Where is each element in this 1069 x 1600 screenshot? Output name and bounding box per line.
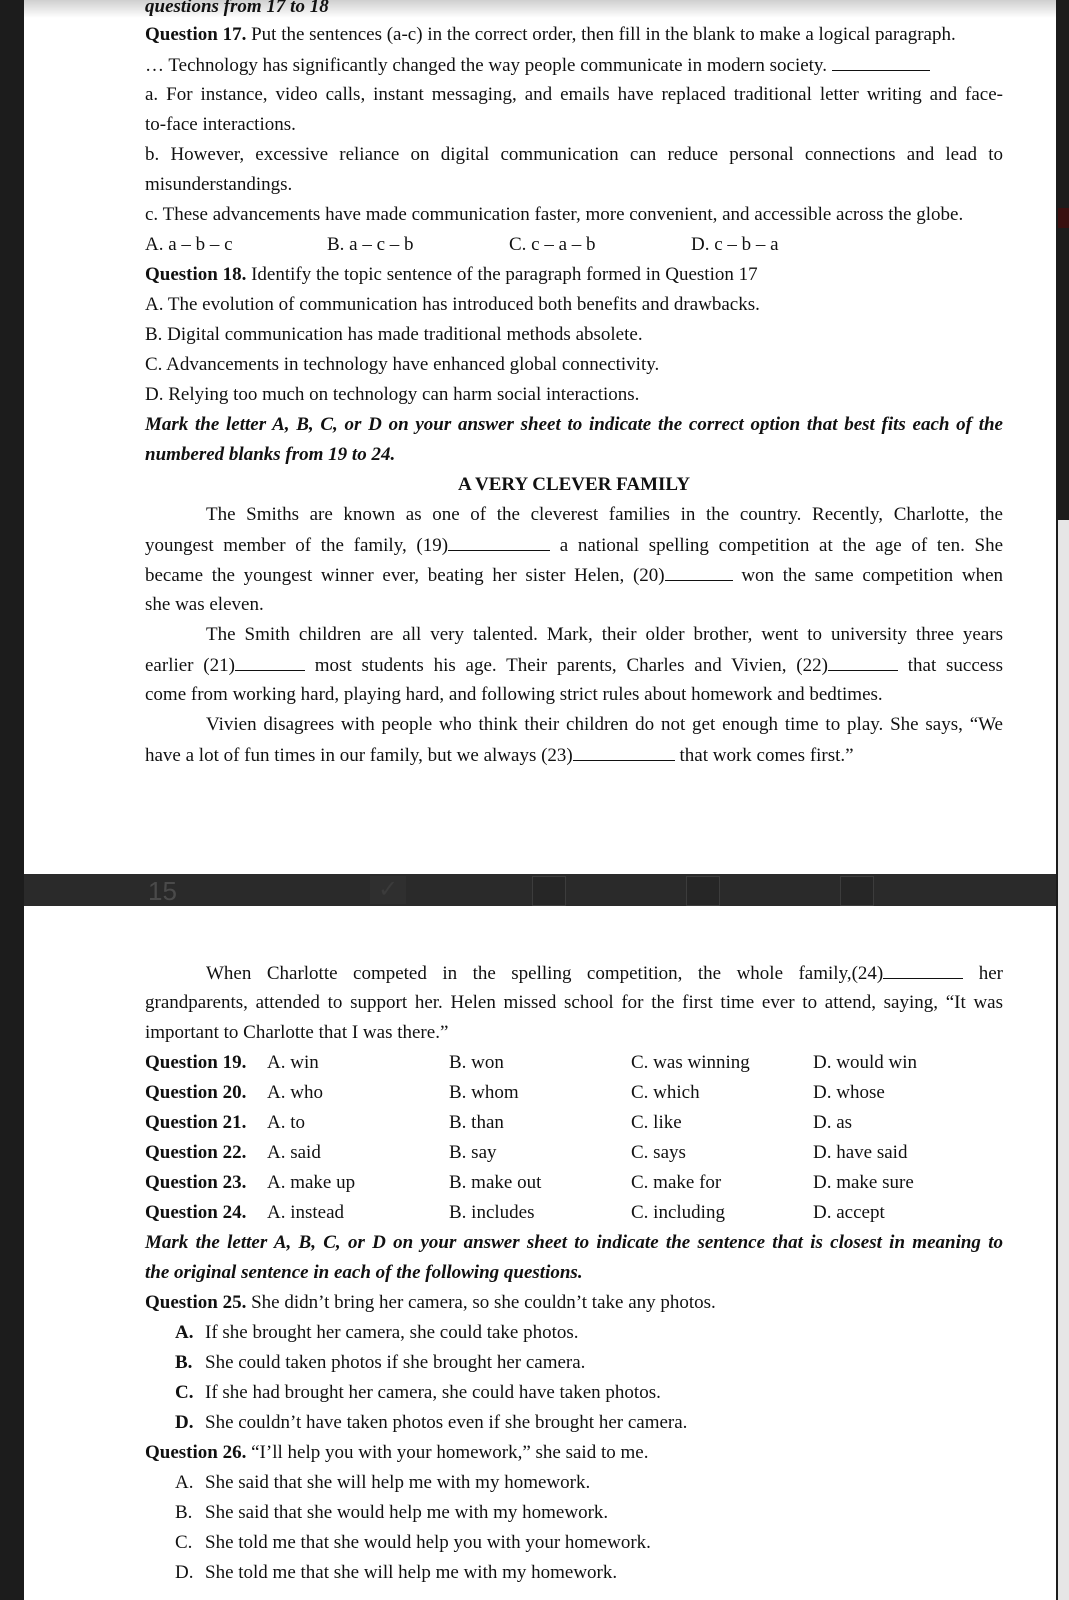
mc-question-label: Question 24.: [145, 1202, 247, 1223]
q17-intro: … Technology has significantly changed the way people communicate in modern society.: [145, 52, 1003, 79]
instruction-2-line1: Mark the letter A, B, C, or D on your answer sheet to indicate the sentence that is closest in meaning to: [145, 1232, 1003, 1253]
scroll-marker: [1058, 208, 1069, 228]
mc-option-d[interactable]: D. have said: [813, 1142, 908, 1163]
q17-prompt: Question 17. Put the sentences (a-c) in the correct order, then fill in the blank to make a logical paragraph.: [145, 24, 956, 45]
mc-option-c[interactable]: C. says: [631, 1142, 686, 1163]
q26-option-c[interactable]: C. She told me that she would help you with your homework.: [175, 1532, 651, 1553]
blank-20[interactable]: [665, 562, 733, 581]
q25-prompt: Question 25. She didn’t bring her camera, so she couldn’t take any photos.: [145, 1292, 716, 1313]
passage-p2-line3: come from working hard, playing hard, and following strict rules about homework and bedtimes.: [145, 684, 883, 705]
q17-sentence-a-cont: to-face interactions.: [145, 114, 296, 135]
passage-p4-line1: When Charlotte competed in the spelling competition, the whole family,(24) her: [206, 960, 1003, 987]
mc-option-b[interactable]: B. includes: [449, 1202, 535, 1223]
passage-p1-line4: she was eleven.: [145, 594, 264, 615]
mc-option-b[interactable]: B. won: [449, 1052, 504, 1073]
q17-sentence-b: b. However, excessive reliance on digital communication can reduce personal connections and lead to: [145, 144, 1003, 165]
q26-prompt: Question 26. “I’ll help you with your homework,” she said to me.: [145, 1442, 649, 1463]
mc-option-c[interactable]: C. like: [631, 1112, 682, 1133]
instruction-2-line2: the original sentence in each of the following questions.: [145, 1262, 583, 1283]
q17-option-b[interactable]: B. a – c – b: [327, 234, 414, 255]
section-header: questions from 17 to 18: [145, 0, 329, 17]
mc-option-b[interactable]: B. than: [449, 1112, 504, 1133]
blank-23[interactable]: [573, 742, 675, 761]
passage-p4-line3: important to Charlotte that I was there.”: [145, 1022, 449, 1043]
q18-option-d[interactable]: D. Relying too much on technology can harm social interactions.: [145, 384, 640, 405]
q25-option-a[interactable]: A. If she brought her camera, she could take photos.: [175, 1322, 579, 1343]
page-separator-toolbar: [24, 874, 1056, 906]
scrollbar-track[interactable]: [1058, 520, 1069, 1600]
passage-title: A VERY CLEVER FAMILY: [457, 474, 691, 495]
mc-option-c[interactable]: C. make for: [631, 1172, 722, 1193]
mc-question-label: Question 22.: [145, 1142, 247, 1163]
mc-option-c[interactable]: C. was winning: [631, 1052, 750, 1073]
instruction-1-line2: numbered blanks from 19 to 24.: [145, 444, 396, 465]
q18-option-c[interactable]: C. Advancements in technology have enhanced global connectivity.: [145, 354, 660, 375]
passage-p1-line3: became the youngest winner ever, beating her sister Helen, (20) won the same competition when: [145, 562, 1003, 589]
mc-option-a[interactable]: A. to: [267, 1112, 305, 1133]
toolbar-slot[interactable]: [840, 876, 874, 906]
q18-prompt: Question 18. Identify the topic sentence of the paragraph formed in Question 17: [145, 264, 758, 285]
q26-option-d[interactable]: D. She told me that she will help me with my homework.: [175, 1562, 618, 1583]
toolbar-slot[interactable]: [532, 876, 566, 906]
mc-option-b[interactable]: B. say: [449, 1142, 497, 1163]
blank-24[interactable]: [883, 960, 963, 979]
mc-option-d[interactable]: D. as: [813, 1112, 853, 1133]
mc-option-a[interactable]: A. make up: [267, 1172, 356, 1193]
mc-option-c[interactable]: C. which: [631, 1082, 700, 1103]
q17-sentence-a: a. For instance, video calls, instant messaging, and emails have replaced traditional letter writing and face-: [145, 84, 1003, 105]
q17-option-d[interactable]: D. c – b – a: [691, 234, 779, 255]
blank-19[interactable]: [448, 532, 550, 551]
q25-option-d[interactable]: D. She couldn’t have taken photos even if she brought her camera.: [175, 1412, 688, 1433]
mc-option-b[interactable]: B. make out: [449, 1172, 542, 1193]
mc-question-label: Question 21.: [145, 1112, 247, 1133]
passage-p1-line2: youngest member of the family, (19) a national spelling competition at the age of ten. She: [145, 532, 1003, 559]
answer-blank: [832, 52, 930, 71]
mc-question-label: Question 20.: [145, 1082, 247, 1103]
mc-question-label: Question 23.: [145, 1172, 247, 1193]
page-number: 15: [148, 876, 177, 906]
checkmark-icon[interactable]: ✓: [370, 876, 406, 904]
q17-sentence-c: c. These advancements have made communication faster, more convenient, and accessible across the globe.: [145, 204, 964, 225]
q18-option-b[interactable]: B. Digital communication has made traditional methods absolete.: [145, 324, 643, 345]
mc-option-a[interactable]: A. win: [267, 1052, 319, 1073]
passage-p3-line2: have a lot of fun times in our family, but we always (23) that work comes first.”: [145, 742, 1003, 769]
blank-22[interactable]: [828, 652, 898, 671]
q26-option-a[interactable]: A. She said that she will help me with my homework.: [175, 1472, 591, 1493]
passage-p2-line1: The Smith children are all very talented. Mark, their older brother, went to university three years: [206, 624, 1003, 645]
mc-option-a[interactable]: A. who: [267, 1082, 323, 1103]
mc-option-a[interactable]: A. instead: [267, 1202, 345, 1223]
mc-option-d[interactable]: D. accept: [813, 1202, 885, 1223]
mc-option-a[interactable]: A. said: [267, 1142, 321, 1163]
q17-option-a[interactable]: A. a – b – c: [145, 234, 233, 255]
q25-option-c[interactable]: C. If she had brought her camera, she could have taken photos.: [175, 1382, 661, 1403]
instruction-1-line1: Mark the letter A, B, C, or D on your answer sheet to indicate the correct option that best fits each of the: [145, 414, 1003, 435]
passage-p4-line2: grandparents, attended to support her. Helen missed school for the first time ever to attend, saying, “It was: [145, 992, 1003, 1013]
q25-option-b[interactable]: B. She could taken photos if she brought her camera.: [175, 1352, 586, 1373]
mc-option-d[interactable]: D. make sure: [813, 1172, 914, 1193]
q17-sentence-b-cont: misunderstandings.: [145, 174, 293, 195]
mc-option-c[interactable]: C. including: [631, 1202, 725, 1223]
toolbar-slot[interactable]: [686, 876, 720, 906]
mc-option-b[interactable]: B. whom: [449, 1082, 519, 1103]
mc-question-label: Question 19.: [145, 1052, 247, 1073]
blank-21[interactable]: [235, 652, 305, 671]
passage-p2-line2: earlier (21) most students his age. Their parents, Charles and Vivien, (22) that success: [145, 652, 1003, 679]
passage-p3-line1: Vivien disagrees with people who think their children do not get enough time to play. She says, “We: [206, 714, 1003, 735]
passage-p1-line1: The Smiths are known as one of the cleverest families in the country. Recently, Charlotte, the: [206, 504, 1003, 525]
q17-option-c[interactable]: C. c – a – b: [509, 234, 596, 255]
mc-option-d[interactable]: D. would win: [813, 1052, 917, 1073]
mc-option-d[interactable]: D. whose: [813, 1082, 885, 1103]
q26-option-b[interactable]: B. She said that she would help me with my homework.: [175, 1502, 609, 1523]
q18-option-a[interactable]: A. The evolution of communication has introduced both benefits and drawbacks.: [145, 294, 760, 315]
